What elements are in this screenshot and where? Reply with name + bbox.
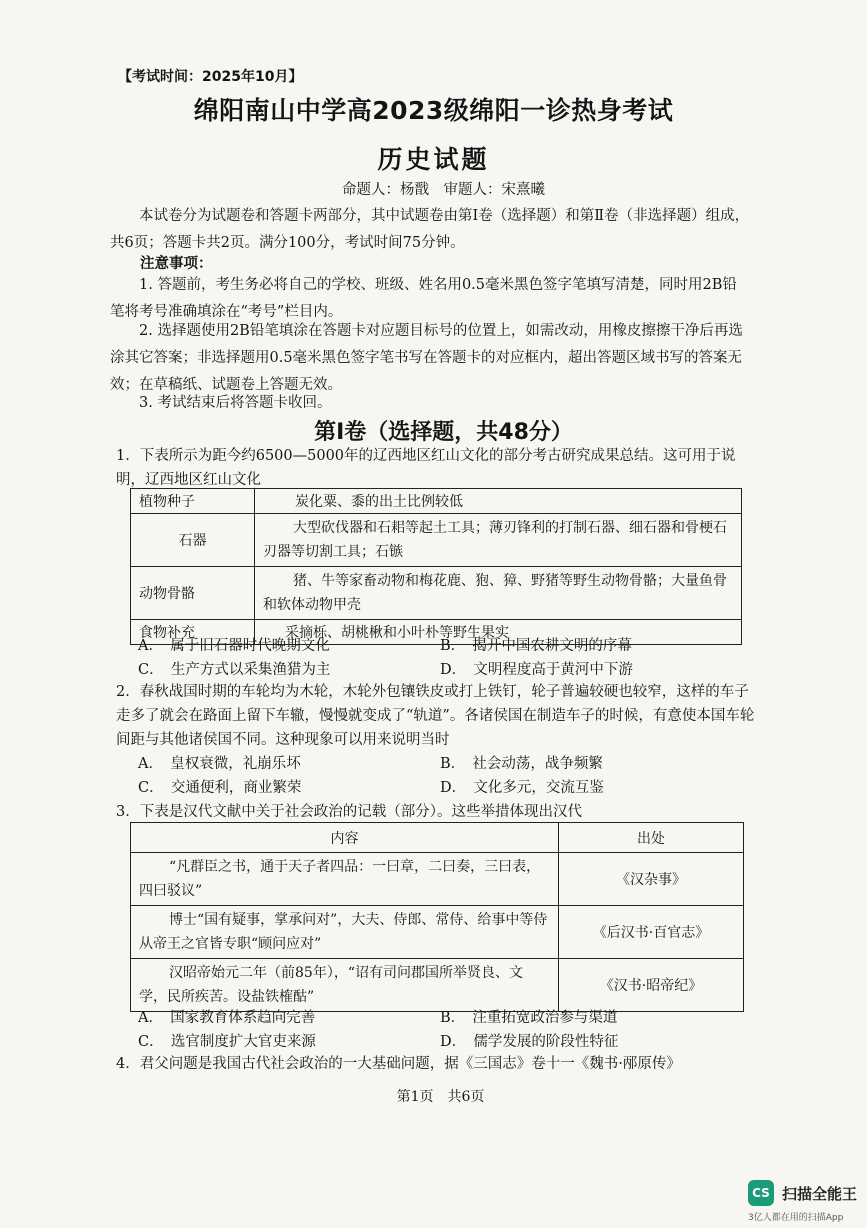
scanner-watermark — [748, 1180, 858, 1223]
question-1-table — [130, 488, 742, 645]
intro-paragraph: 本试卷分为试题卷和答题卡两部分，其中试题卷由第Ⅰ卷（选择题）和第Ⅱ卷（非选择题）组成，共6页；答题卡共2页。满分100分，考试时间75分钟。 — [110, 208, 750, 251]
table-cell-value: 猪、牛等家畜动物和梅花鹿、狍、獐、野猪等野生动物骨骼；大量鱼骨和软体动物甲壳 — [255, 567, 742, 620]
question-3-stem: 3．下表是汉代文献中关于社会政治的记载（部分）。这些举措体现出汉代 — [116, 804, 582, 820]
exam-title: 绵阳南山中学高2023级绵阳一诊热身考试 — [193, 96, 674, 125]
table-row — [131, 959, 744, 1012]
option-a: A． 属于旧石器时代晚期文化 — [138, 638, 330, 654]
table-cell-key: 石器 — [131, 514, 255, 567]
source-cell: 《汉杂事》 — [559, 853, 744, 906]
option-d: D． 文明程度高于黄河中下游 — [440, 662, 633, 678]
table-header-row — [131, 823, 744, 853]
table-row — [131, 567, 742, 620]
scanner-logo-icon: CS — [748, 1180, 774, 1206]
content-cell: 博士“国有疑事，掌承问对”，大夫、侍郎、常侍、给事中等侍从帝王之官皆专职“顾问应对” — [131, 906, 559, 959]
option-b: B． 注重拓宽政治参与渠道 — [440, 1010, 618, 1026]
option-c: C． 选官制度扩大官吏来源 — [138, 1034, 316, 1050]
option-b: B． 社会动荡，战争频繁 — [440, 756, 603, 772]
notes-heading: 注意事项： — [140, 256, 213, 272]
table-cell-value: 大型砍伐器和石耜等起土工具；薄刃锋利的打制石器、细石器和骨梗石刃器等切割工具；石镞 — [255, 514, 742, 567]
option-a: A． 国家教育体系趋向完善 — [138, 1010, 316, 1026]
option-c: C． 交通便利，商业繁荣 — [138, 780, 302, 796]
table-cell-key: 食物补充 — [131, 620, 255, 645]
column-header: 出处 — [559, 823, 744, 853]
section-heading: 第Ⅰ卷（选择题，共48分） — [314, 420, 573, 445]
column-header: 内容 — [131, 823, 559, 853]
table-row — [131, 514, 742, 567]
content-cell: “凡群臣之书，通于天子者四品：一曰章，二曰奏，三曰表，四曰驳议” — [131, 853, 559, 906]
scanner-name: 扫描全能王 — [782, 1184, 858, 1203]
question-1-stem: 1．下表所示为距今约6500—5000年的辽西地区红山文化的部分考古研究成果总结。这可用于说明，辽西地区红山文化 — [116, 448, 736, 488]
scanner-tagline: 3亿人都在用的扫描App — [748, 1213, 844, 1223]
note-item: 1. 答题前，考生务必将自己的学校、班级、姓名用0.5毫米黑色签字笔填写清楚，同时用2B铅笔将考号准确填涂在“考号”栏目内。 — [110, 277, 737, 320]
table-cell-value: 炭化粟、黍的出土比例较低 — [255, 489, 742, 514]
option-d: D． 儒学发展的阶段性特征 — [440, 1034, 619, 1050]
note-item: 3. 考试结束后将答题卡收回。 — [139, 395, 332, 411]
authors-line: 命题人：杨戬 审题人：宋熹曦 — [342, 182, 545, 198]
content-cell: 汉昭帝始元二年（前85年），“诏有司问郡国所举贤良、文学，民所疾苦。设盐铁榷酤” — [131, 959, 559, 1012]
question-3-table — [130, 822, 744, 1012]
page-footer: 第1页 共6页 — [396, 1089, 485, 1105]
table-cell-value: 采摘栎、胡桃楸和小叶朴等野生果实 — [255, 620, 742, 645]
table-row — [131, 853, 744, 906]
source-cell: 《汉书·昭帝纪》 — [559, 959, 744, 1012]
exam-time: 【考试时间：2025年10月】 — [118, 69, 303, 85]
option-a: A． 皇权衰微，礼崩乐坏 — [138, 756, 301, 772]
option-c: C． 生产方式以采集渔猎为主 — [138, 662, 331, 678]
option-d: D． 文化多元，交流互鉴 — [440, 780, 604, 796]
note-item: 2. 选择题使用2B铅笔填涂在答题卡对应题目标号的位置上，如需改动，用橡皮擦擦干净后再选涂其它答案；非选择题用0.5毫米黑色签字笔书写在答题卡的对应框内，超出答题区域书写的答案无效；在草稿纸、试题卷上答题无效。 — [110, 323, 743, 393]
table-cell-key: 植物种子 — [131, 489, 255, 514]
table-row — [131, 906, 744, 959]
question-2-stem: 2．春秋战国时期的车轮均为木轮，木轮外包镶铁皮或打上铁钉，轮子普遍较硬也较窄，这样的车子走多了就会在路面上留下车辙，慢慢就变成了“轨道”。各诸侯国在制造车子的时候，有意使本国车轮间距与其他诸侯国不同。这种现象可以用来说明当时 — [116, 684, 755, 748]
question-4-stem: 4．君父问题是我国古代社会政治的一大基础问题，据《三国志》卷十一《魏书·邴原传》 — [116, 1056, 681, 1072]
table-row — [131, 489, 742, 514]
source-cell: 《后汉书·百官志》 — [559, 906, 744, 959]
subject-title: 历史试题 — [377, 145, 490, 174]
table-cell-key: 动物骨骼 — [131, 567, 255, 620]
option-b: B． 揭开中国农耕文明的序幕 — [440, 638, 632, 654]
